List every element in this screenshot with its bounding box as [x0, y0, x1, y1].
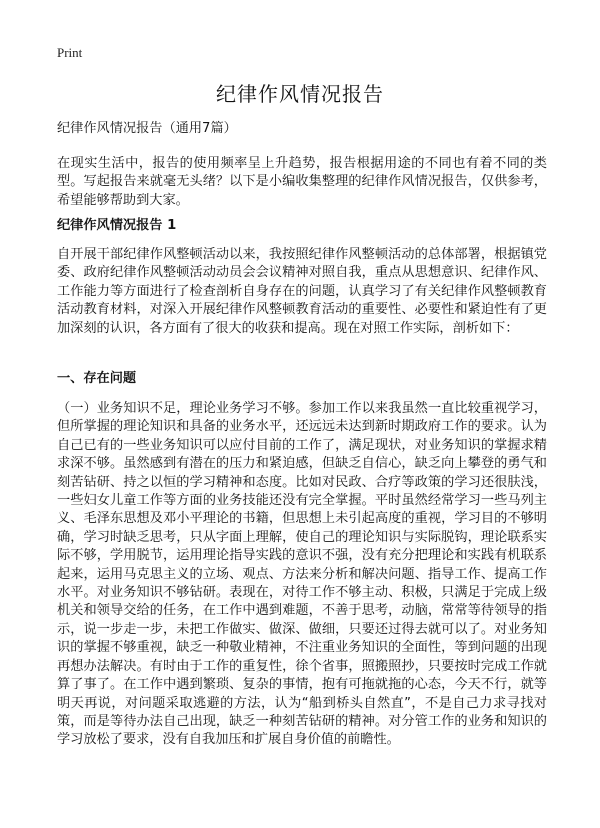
body-paragraph-1: 自开展干部纪律作风整顿活动以来，我按照纪律作风整顿活动的总体部署，根据镇党委、政府纪律作风整顿活动动员会会议精神对照自我，重点从思想意识、纪律作风、工作能力等方面进行了检查剖析自身存在的问题，认真学习了有关纪律作风整顿教育活动教育材料，对深入开展纪律作风整顿教育活动的重要性、必要性和紧迫性有了更加深刻的认识，各方面有了很大的收获和提高。现在对照工作实际，剖析如下： [57, 247, 547, 336]
print-link[interactable]: Print [57, 45, 83, 60]
intro-paragraph: 在现实生活中，报告的使用频率呈上升趋势，报告根据用途的不同也有着不同的类型。写起报告来就毫无头绪？以下是小编收集整理的纪律作风情况报告，仅供参考，希望能够帮助到大家。 [57, 156, 547, 208]
document-subtitle: 纪律作风情况报告（通用7篇） [57, 121, 237, 136]
report-heading: 纪律作风情况报告 1 [57, 218, 177, 233]
body-paragraph-2: （一）业务知识不足，理论业务学习不够。参加工作以来我虽然一直比较重视学习，但所掌握的理论知识和具备的业务水平，还远远未达到新时期政府工作的要求。认为自己已有的一些业务知识可以应付目前的工作了，满足现状，对业务知识的掌握求精求深不够。虽然感到有潜在的压力和紧迫感，但缺乏自信心，缺乏向上攀登的勇气和刻苦钻研、持之以恒的学习精神和态度。比如对民政、合疗等政策的学习还很肤浅，一些妇女儿童工作等方面的业务技能还没有完全掌握。平时虽然经常学习一些马列主义、毛泽东思想及邓小平理论的书籍，但思想上未引起高度的重视，学习目的不够明确，学习时缺乏思考，只从字面上理解，使自己的理论知识与实际脱钩，理论联系实际不够，学用脱节，运用理论指导实践的意识不强，没有充分把理论和实践有机联系起来，运用马克思主义的立场、观点、方法来分析和解决问题、指导工作、提高工作水平。对业务知识不够钻研。表现在，对待工作不够主动、积极，只满足于完成上级机关和领导交给的任务，在工作中遇到难题，不善于思考，动脑，常常等待领导的指示，说一步走一步，未把工作做实、做深、做细，只要还过得去就可以了。对业务知识的掌握不够重视，缺乏一种敬业精神，不注重业务知识的全面性，等到问题的出现再想办法解决。有时由于工作的重复性，徐个省事，照搬照抄，只要按时完成工作就算了事了。在工作中遇到繁琐、复杂的事情，抱有可拖就拖的心态，今天不行，就等明天再说，对问题采取逃避的方法，认为“船到桥头自然直”，不是自己力求寻找对策，而是等待办法自己出现，缺乏一种刻苦钻研的精神。对分管工作的业务和知识的学习放松了要求，没有自我加压和扩展自身价值的前瞻性。 [57, 401, 547, 748]
section-heading: 一、存在问题 [57, 371, 137, 386]
page-title: 纪律作风情况报告 [216, 82, 384, 106]
